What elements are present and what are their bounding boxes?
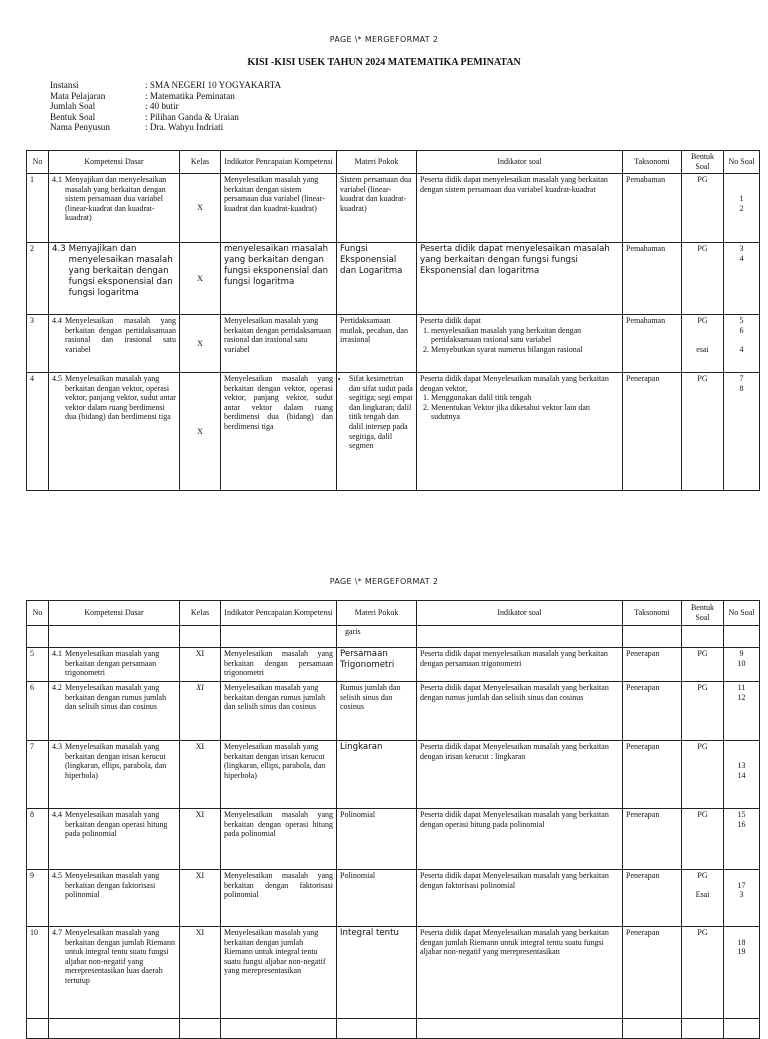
info-row-penyusun [50,122,281,133]
cell-kelas: XI [180,682,221,741]
indikator-item: 1. Menggunakan dalil titik tengah [431,393,619,403]
no-soal: 13 [737,761,746,771]
kd-text: Menyelesaikan masalah yang berkaitan dengan faktorisasi polinomial [65,871,160,900]
kisi-table-page-1 [26,150,760,491]
table-row [27,174,760,243]
cell-kd [49,927,180,1019]
cell-kd [49,243,180,315]
col-header-no: No [27,601,49,626]
indikator-item: 1. menyelesaikan masalah yang berkaitan dengan pertidaksamaan rasional satu variabel [431,326,619,345]
kd-text: Menyelesaikan masalah yang berkaitan dengan irisan kerucut (lingkaran, ellips, parabola, dan hiperbola) [65,742,167,780]
col-header-kd: Kompetensi Dasar [49,601,180,626]
table-row [27,809,760,870]
info-row-mapel [50,91,281,102]
cell-bentuk: PG [682,373,724,491]
no-soal: 6 [739,325,744,335]
cell-no: 5 [27,648,49,682]
kisi-table-page-2 [26,600,760,1039]
col-header-nosoal: No Soal [724,601,760,626]
cell-bentuk [682,315,724,373]
indikator-item: 2. Menentukan Vektor jika diketahui vektor lain dan sudutnya [431,403,619,422]
kd-number: 4.1 [52,649,62,658]
cell-indikator: Peserta didik dapat menyelesaikan masalah yang berkaitan dengan persamaan trigonometri [417,648,623,682]
no-soal: 2 [739,203,744,213]
cell-materi: Sistem persamaan dua variabel (linear-kuadrat dan kuadrat-kuadrat) [337,174,417,243]
table-row [27,243,760,315]
no-soal: 14 [737,770,746,780]
cell-no: 3 [27,315,49,373]
page-label: PAGE \* MERGEFORMAT 2 [329,35,439,44]
no-soal: 4 [739,344,744,354]
indikator-list [420,393,619,422]
cell-ipk: Menyelesaikan masalah yang berkaitan dengan pertidaksamaan rasional dan irasional satu variabel [221,315,337,373]
kd-number: 4.4 [52,316,62,325]
cell-materi: Persamaan Trigonometri [337,648,417,682]
materi-bullet: • Sifat kesimetrian dan sifat sudut pada segitiga; segi empat dan lingkaran; dalil titik tengah dan dalil intersep pada segitiga, dalil segmen [349,374,413,451]
col-header-indikator: Indikator soal [417,151,623,174]
bentuk-value: esai [696,344,709,354]
cell-bentuk: PG [682,682,724,741]
col-header-kelas: Kelas [180,151,221,174]
info-label: Instansi [50,80,79,90]
bentuk-value: PG [697,316,708,325]
cell-indikator: Peserta didik dapat Menyelesaikan masalah yang berkaitan dengan jumlah Riemann untuk integral tentu suatu fungsi aljabar non-negatif yang merepresentasikan [417,927,623,1019]
col-header-materi: Materi Pokok [337,601,417,626]
cell-taksonomi: Penerapan [623,870,682,927]
cell-kd [49,682,180,741]
kd-text: Menyelesaikan masalah yang berkaitan dengan jumlah Riemann untuk integral tentu suatu fungsi aljabar non-negatif yang merepresentasikan luas daerah tertutup [65,928,175,985]
table-row [27,373,760,491]
cell-ipk: Menyelesaikan masalah yang berkaitan dengan persamaan trigonometri [221,648,337,682]
cell-kd [49,870,180,927]
cell-taksonomi: Pemahaman [623,174,682,243]
kd-number: 4.2 [52,683,62,692]
col-header-bentuk: Bentuk Soal [682,151,724,174]
cell-taksonomi: Penerapan [623,373,682,491]
info-row-jumlah-soal [50,101,281,112]
table-row [27,927,760,1019]
cell-materi: Polinomial [337,870,417,927]
cell-bentuk: PG [682,243,724,315]
cell-no: 10 [27,927,49,1019]
cell-nosoal [724,809,760,870]
table-row-partial [27,1019,760,1039]
cell-kelas: XI [180,809,221,870]
page-label: PAGE \* MERGEFORMAT 2 [329,577,439,586]
no-soal: 7 [739,374,744,383]
no-soal: 8 [739,383,744,393]
cell-nosoal [724,373,760,491]
no-soal: 19 [737,947,746,957]
kd-text: Menyelesaikan masalah yang berkaitan dengan rumus jumlah dan selisih sinus dan cosinus [65,683,167,712]
cell-indikator: Peserta didik dapat menyelesaikan masalah yang berkaitan dengan sistem persamaan dua variabel kuadrat-kuadrat [417,174,623,243]
info-row-instansi [50,80,281,91]
indikator-intro: Peserta didik dapat Menyelesaikan masalah yang berkaitan dengan vektor, [420,374,609,393]
cell-ipk: Menyelesaikan masalah yang berkaitan dengan irisan kerucut (lingkaran, ellips, parabola, dan hiperbola) [221,741,337,809]
kd-number: 4.7 [52,928,62,937]
cell-bentuk [682,870,724,927]
col-header-taksonomi: Taksonomi [623,151,682,174]
no-soal: 17 [737,880,746,890]
cell-kelas: X [180,243,221,315]
cell-bentuk: PG [682,648,724,682]
col-header-nosoal: No Soal [724,151,760,174]
table-row [27,648,760,682]
info-value: : Dra. Wahyu Indriati [145,122,224,133]
cell-materi: Lingkaran [337,741,417,809]
cell-indikator: Peserta didik dapat menyelesaikan masalah yang berkaitan dengan fungsi fungsi Eksponensial dan logaritma [417,243,623,315]
cell-nosoal [724,648,760,682]
no-soal: 4 [739,253,744,263]
no-soal: 3 [739,244,744,253]
cell-no: 8 [27,809,49,870]
kd-number: 4.5 [52,374,62,383]
cell-nosoal [724,174,760,243]
bentuk-value: PG [697,871,708,880]
cell-ipk: Menyelesaikan masalah yang berkaitan dengan sistem persamaan dua variabel (linear-kuadrat dan kuadrat-kuadrat) [221,174,337,243]
kd-text: Menyajikan dan menyelesaikan masalah yang berkaitan dengan fungsi eksponensial dan fungsi logaritma [68,244,173,298]
no-soal: 15 [737,810,746,819]
cell-nosoal [724,741,760,809]
cell-kd [49,741,180,809]
cell-indikator: Peserta didik dapat Menyelesaikan masalah yang berkaitan dengan irisan kerucut : lingkaran [417,741,623,809]
indikator-list [420,326,619,355]
col-header-materi: Materi Pokok [337,151,417,174]
no-soal: 12 [737,692,746,702]
kd-text: Menyelesaikan masalah yang berkaitan dengan vektor, operasi vektor, panjang vektor, sudut antar vektor dalam ruang berdimensi dua (bidang) dan berdimensi tiga [65,374,176,422]
cell-bentuk: PG [682,741,724,809]
kd-number: 4.4 [52,810,62,819]
cell-kd [49,373,180,491]
info-value: : Pilihan Ganda & Uraian [145,111,239,122]
cell-bentuk: PG [682,927,724,1019]
cell-materi: Pertidaksamaan mutlak, pecahan, dan irrasional [337,315,417,373]
cell-kelas: X [180,315,221,373]
indikator-item: 2. Menyebutkan syarat numerus bilangan rasional [431,345,619,355]
cell-ipk: menyelesaikan masalah yang berkaitan dengan fungsi eksponensial dan fungsi logaritma [221,243,337,315]
cell-indikator: Peserta didik dapat Menyelesaikan masalah yang berkaitan dengan operasi hitung pada polinomial [417,809,623,870]
cell-no: 9 [27,870,49,927]
cell-taksonomi: Penerapan [623,741,682,809]
document-title: KISI -KISI USEK TAHUN 2024 MATEMATIKA PEMINATAN [247,57,521,68]
cell-ipk: Menyelesaikan masalah yang berkaitan dengan operasi hitung pada polinomial [221,809,337,870]
cell-ipk: Menyelesaikan masalah yang berkaitan dengan rumus jumlah dan selisih sinus dan cosinus [221,682,337,741]
cell-materi: Rumus jumlah dan selisih sinus dan cosinus [337,682,417,741]
cell-materi: Integral tentu [337,927,417,1019]
no-soal: 3 [739,890,744,900]
col-header-ipk: Indikator Pencapaian Kompetensi [221,151,337,174]
info-block [50,80,281,133]
info-value: : SMA NEGERI 10 YOGYAKARTA [145,80,282,90]
table-row [27,315,760,373]
kd-text: Menyajikan dan menyelesaikan masalah yang berkaitan dengan sistem persamaan dua variabel (linear-kuadrat dan kuadrat-kuadrat) [65,175,167,223]
cell-kd [49,174,180,243]
no-soal: 18 [737,937,746,947]
table-header-row [27,601,760,626]
cell-taksonomi: Penerapan [623,927,682,1019]
cell-materi: Fungsi Eksponensial dan Logaritma [337,243,417,315]
cell-ipk: Menyelesaikan masalah yang berkaitan dengan vektor, operasi vektor, panjang vektor, sudut antar vektor dalam ruang berdimensi dua (bidang) dan berdimensi tiga [221,373,337,491]
cell-kelas: X [180,174,221,243]
table-row [27,682,760,741]
col-header-taksonomi: Taksonomi [623,601,682,626]
cell-nosoal [724,315,760,373]
cell-taksonomi: Penerapan [623,809,682,870]
cell-bentuk: PG [682,174,724,243]
info-value: : 40 butir [145,101,179,112]
cell-indikator: Peserta didik dapat Menyelesaikan masalah yang berkaitan dengan rumus jumlah dan selisih sinus dan cosinus [417,682,623,741]
cell-ipk: Menyelesaikan masalah yang berkaitan dengan jumlah Riemann untuk integral tentu suatu fungsi aljabar non-negatif yang merepresentasikan [221,927,337,1019]
cell-kelas: XI [180,741,221,809]
no-soal: 10 [737,658,746,668]
cell-nosoal [724,682,760,741]
kd-number: 4.3 [52,742,62,751]
table-header-row [27,151,760,174]
cell-bentuk: PG [682,809,724,870]
cell-kelas: XI [180,648,221,682]
kd-text: Menyelesaikan masalah yang berkaitan dengan operasi hitung pada polinomial [65,810,168,839]
no-soal: 5 [739,316,744,325]
info-label: Jumlah Soal [50,101,96,112]
cell-nosoal [724,927,760,1019]
table-row [27,741,760,809]
cell-taksonomi: Pemahaman [623,315,682,373]
info-label: Nama Penyusun [50,122,110,133]
cell-indikator [417,315,623,373]
cell-materi: Polinomial [337,809,417,870]
info-label: Mata Pelajaran [50,90,106,101]
cell-taksonomi: Pemahaman [623,243,682,315]
cell-indikator [417,373,623,491]
kd-number: 4.1 [52,175,62,184]
kd-text: Menyelesaikan masalah yang berkaitan dengan pertidaksamaan rasional dan irasional satu variabel [65,316,176,354]
no-soal: 9 [739,649,744,658]
cell-no: 4 [27,373,49,491]
col-header-kd: Kompetensi Dasar [49,151,180,174]
cell-ipk: Menyelesaikan masalah yang berkaitan dengan faktorisasi polinomial [221,870,337,927]
cell-materi [337,373,417,491]
no-soal: 11 [737,683,746,692]
cell-no: 7 [27,741,49,809]
cell-taksonomi: Penerapan [623,648,682,682]
no-soal: 16 [737,819,746,829]
info-value: : Matematika Peminatan [145,90,235,101]
bentuk-value: Esai [695,890,710,900]
cell-taksonomi: Penerapan [623,682,682,741]
cell-no: 2 [27,243,49,315]
cell-materi: garis [337,626,417,648]
col-header-kelas: Kelas [180,601,221,626]
cell-kd [49,809,180,870]
cell-nosoal [724,243,760,315]
cell-kelas: X [180,373,221,491]
col-header-no: No [27,151,49,174]
kd-number: 4.3 [52,244,66,254]
kd-text: Menyelesaikan masalah yang berkaitan dengan persamaan trigonometri [65,649,160,678]
cell-kelas: XI [180,927,221,1019]
table-row-continuation [27,626,760,648]
indikator-intro: Peserta didik dapat [420,316,481,325]
kd-number: 4.5 [52,871,62,880]
table-row [27,870,760,927]
col-header-indikator: Indikator soal [417,601,623,626]
col-header-ipk: Indikator Pencapaian Kompetensi [221,601,337,626]
cell-no: 6 [27,682,49,741]
cell-kd [49,315,180,373]
col-header-bentuk: Bentuk Soal [682,601,724,626]
info-row-bentuk-soal [50,112,281,123]
cell-kelas: XI [180,870,221,927]
cell-nosoal [724,870,760,927]
cell-indikator: Peserta didik dapat Menyelesaikan masalah yang berkaitan dengan faktorisasi polinomial [417,870,623,927]
cell-no: 1 [27,174,49,243]
cell-kd [49,648,180,682]
info-label: Bentuk Soal [50,111,96,122]
no-soal: 1 [739,194,744,204]
